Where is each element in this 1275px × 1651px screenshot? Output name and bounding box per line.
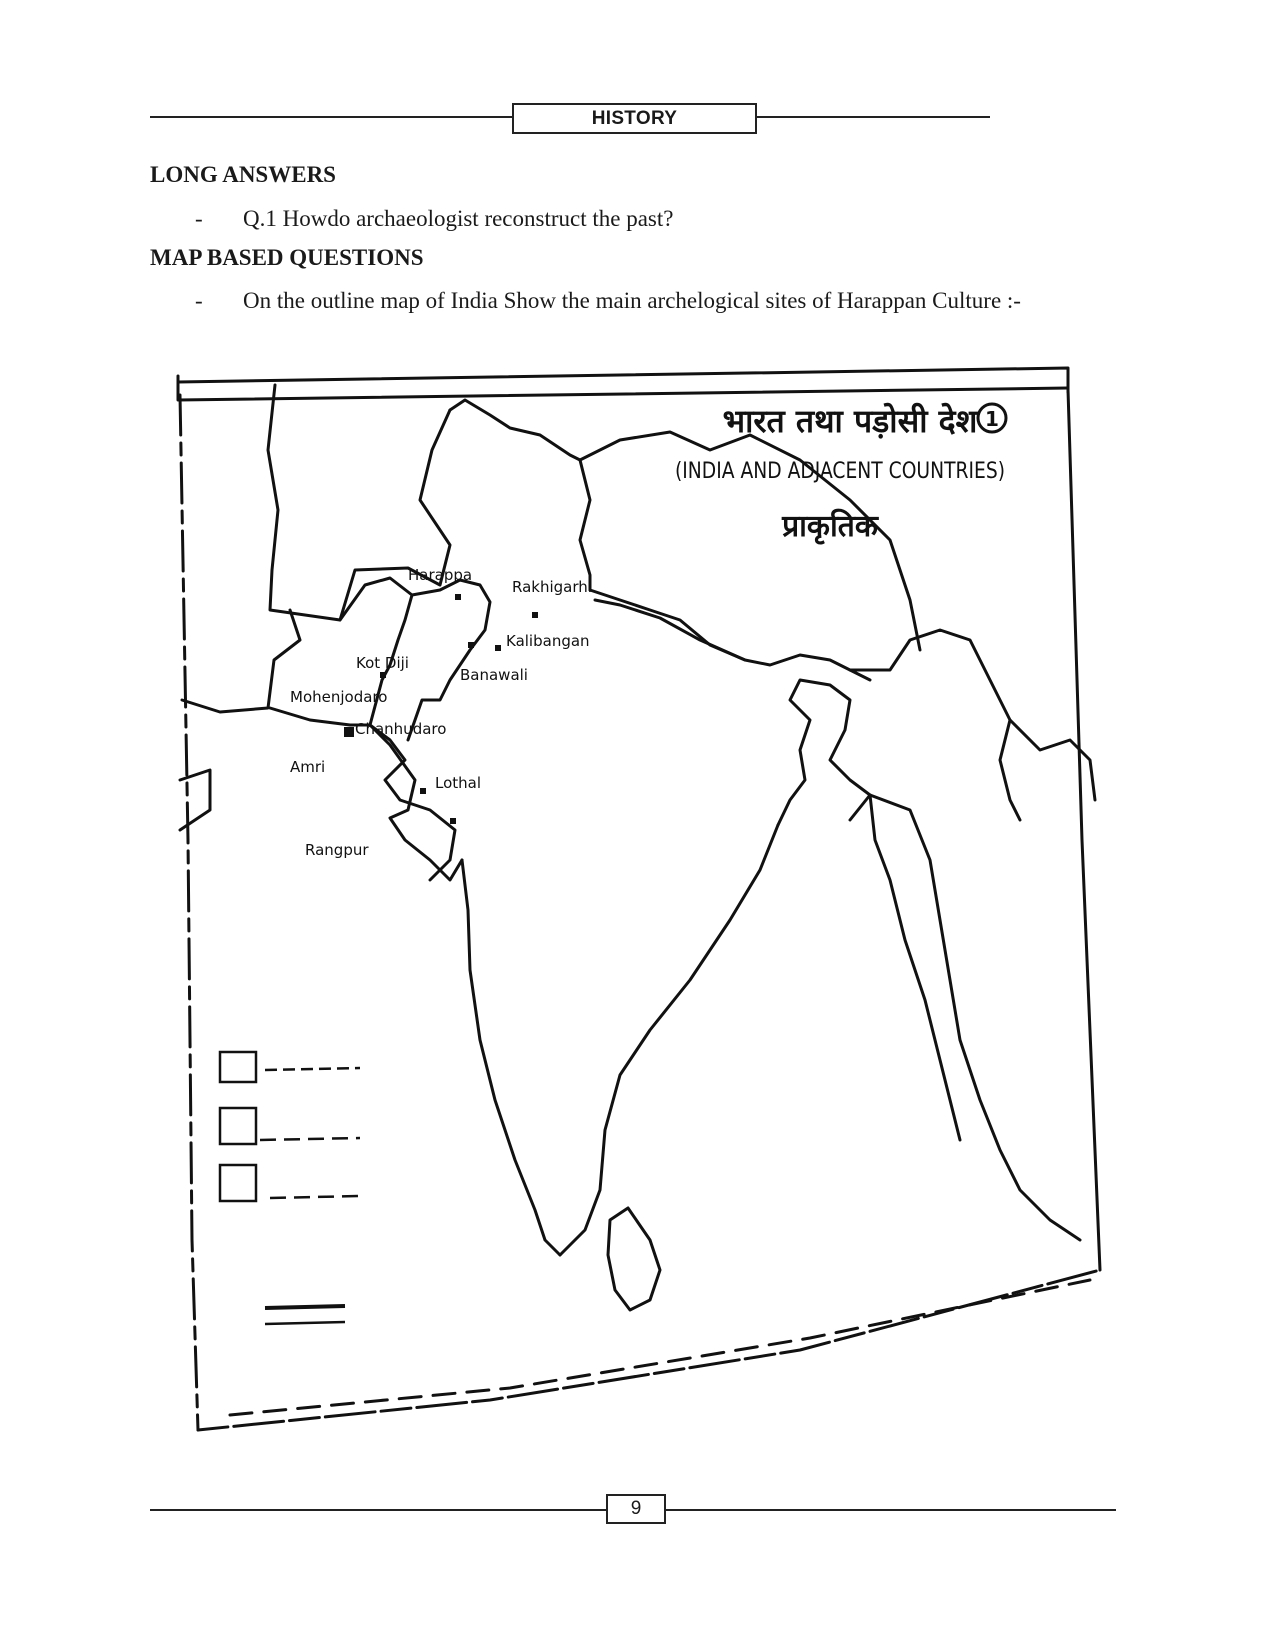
coast-gujarat — [370, 725, 462, 880]
site-marker — [468, 642, 474, 648]
map-questions-heading: MAP BASED QUESTIONS — [150, 245, 424, 270]
site-label-kot-diji: Kot Diji — [356, 654, 409, 672]
question-text: Q.1 Howdo archaeologist reconstruct the past? — [243, 206, 674, 231]
legend-line — [265, 1068, 360, 1070]
header-rule-left — [150, 116, 512, 118]
border-nepal — [595, 600, 745, 660]
map-title-english: (INDIA AND ADJACENT COUNTRIES) — [675, 459, 1005, 484]
border-china-east — [1010, 720, 1095, 800]
page-number-box — [606, 1494, 666, 1524]
site-label-rakhigarhi: Rakhigarhi — [512, 578, 592, 596]
site-marker — [450, 818, 456, 824]
site-label-banawali: Banawali — [460, 666, 528, 684]
coast-west-india — [462, 860, 560, 1255]
site-label-chanhudaro: Chanhudaro — [355, 720, 447, 738]
site-label-harappa: Harappa — [408, 566, 473, 584]
site-marker — [495, 645, 501, 651]
site-marker — [380, 672, 386, 678]
footer-rule-right — [666, 1509, 1116, 1511]
border-west-coast — [180, 770, 210, 830]
border-northeast — [850, 630, 1020, 820]
map-number: 1 — [985, 407, 999, 431]
site-marker — [532, 612, 538, 618]
footer-rule-left — [150, 1509, 606, 1511]
map-subtitle-hindi: प्राकृतिक — [782, 509, 878, 544]
map-frame-left — [180, 395, 198, 1430]
header-rule-right — [757, 116, 990, 118]
border-bangladesh — [778, 680, 870, 825]
header-subject: HISTORY — [591, 107, 678, 129]
border-india-north — [590, 590, 870, 680]
legend-box — [220, 1052, 256, 1082]
scale-bar — [265, 1322, 345, 1324]
site-label-kalibangan: Kalibangan — [506, 632, 590, 650]
site-marker — [455, 594, 461, 600]
legend-line — [270, 1196, 360, 1198]
bullet-dash: - — [195, 288, 203, 313]
island-sri-lanka — [608, 1208, 660, 1310]
site-label-lothal: Lothal — [435, 774, 482, 792]
header-subject-box — [512, 103, 757, 134]
instruction-text: On the outline map of India Show the main archelogical sites of Harappan Culture :- — [243, 288, 1021, 313]
border-iran — [182, 610, 300, 712]
page-number: 9 — [630, 1498, 642, 1519]
map-title-hindi: भारत तथा पड़ोसी देश — [722, 402, 978, 440]
site-label-amri: Amri — [290, 758, 326, 776]
map-frame-right — [1068, 390, 1100, 1270]
site-marker — [420, 788, 426, 794]
border-afghanistan — [268, 385, 450, 620]
india-outline-map — [150, 340, 1110, 1460]
border-myanmar — [870, 795, 1080, 1240]
site-label-mohenjodaro: Mohenjodaro — [290, 688, 388, 706]
legend-box — [220, 1108, 256, 1144]
legend-box — [220, 1165, 256, 1201]
border-punjab — [408, 580, 490, 740]
map-svg — [150, 340, 1110, 1460]
site-label-rangpur: Rangpur — [305, 841, 369, 859]
long-answers-heading: LONG ANSWERS — [150, 162, 336, 187]
legend-line — [260, 1138, 360, 1140]
coast-east-india — [560, 825, 778, 1255]
scale-bar — [265, 1306, 345, 1308]
map-frame-bottom-dashed — [230, 1280, 1090, 1415]
bullet-dash: - — [195, 206, 203, 231]
site-marker — [344, 727, 354, 737]
border-kashmir — [450, 400, 590, 590]
